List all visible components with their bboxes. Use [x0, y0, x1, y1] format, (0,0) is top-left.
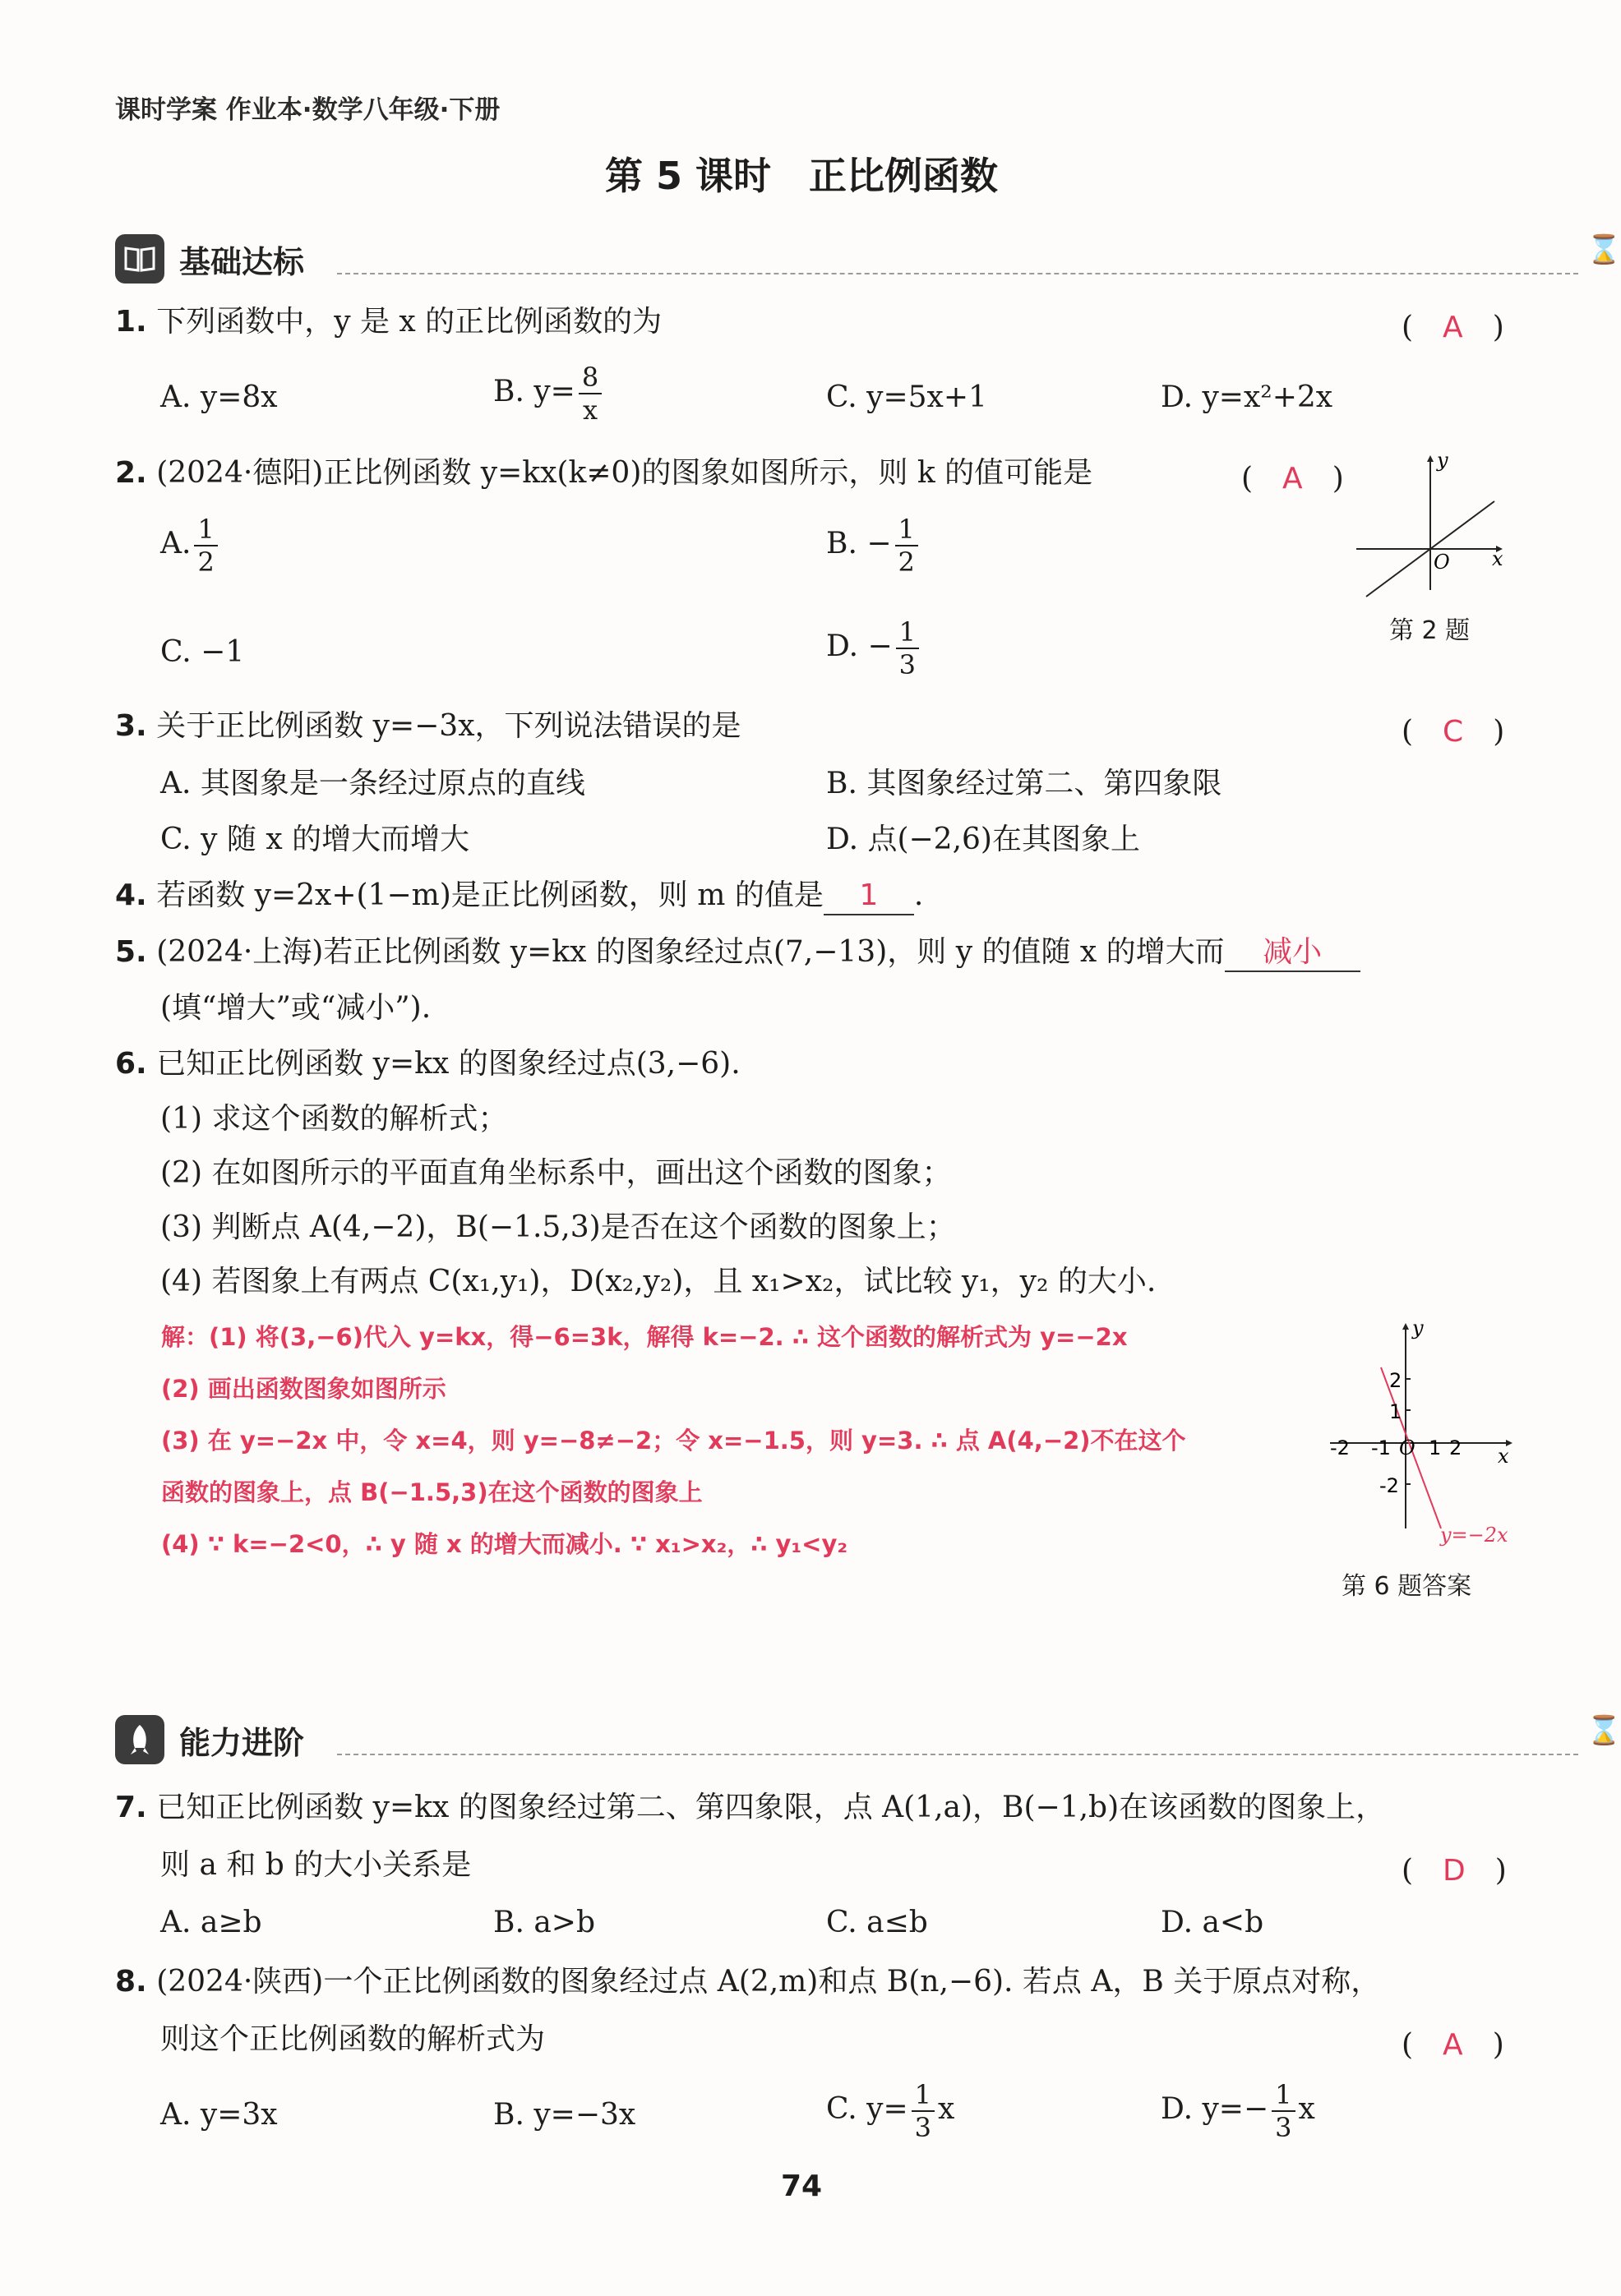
option-2a: A. $\frac{1}{2}$ [160, 514, 221, 578]
hourglass-icon: ⌛ [1586, 233, 1621, 266]
question-6-part-2: (2) 在如图所示的平面直角坐标系中，画出这个函数的图象； [160, 1156, 952, 1190]
origin-label: O [1434, 551, 1450, 574]
solution-line-1: 解：(1) 将(3,−6)代入 y=kx，得−6=3k，解得 k=−2. ∴ 这个函数的解析式为 y=−2x [161, 1323, 1128, 1351]
question-3: 3. 关于正比例函数 y=−3x，下列说法错误的是 [115, 709, 741, 743]
section-advanced-header [115, 1711, 1621, 1768]
answer-8: ( A ) [1402, 2028, 1504, 2062]
option-3c: C. y 随 x 的增大而增大 [160, 823, 470, 856]
q6-figure-caption: 第 6 题答案 [1342, 1572, 1472, 1601]
solution-line-4: 函数的图象上，点 B(−1.5,3)在这个函数的图象上 [161, 1478, 703, 1506]
solution-line-5: (4) ∵ k=−2<0，∴ y 随 x 的增大而减小. ∵ x₁>x₂，∴ y₁<y₂ [161, 1530, 848, 1558]
question-7: 7. 已知正比例函数 y=kx 的图象经过第二、第四象限，点 A(1,a)，B(−1,b)在该函数的图象上， [115, 1791, 1386, 1824]
tick-x-neg2: -2 [1330, 1436, 1350, 1459]
question-2: 2. (2024·德阳)正比例函数 y=kx(k≠0)的图象如图所示，则 k 的值可能是 [115, 456, 1093, 490]
option-1c: C. y=5x+1 [826, 380, 987, 414]
axis-x-label: x [1492, 547, 1503, 570]
page-title: 第 5 课时 正比例函数 [604, 154, 999, 198]
option-8b: B. y=−3x [493, 2098, 636, 2132]
option-2b: B. − $\frac{1}{2}$ [826, 514, 921, 578]
option-1b: B. y= $\frac{8}{x}$ [493, 362, 605, 426]
question-8: 8. (2024·陕西)一个正比例函数的图象经过点 A(2,m)和点 B(n,−6). 若点 A，B 关于原点对称， [115, 1965, 1381, 1999]
solution-line-3: (3) 在 y=−2x 中，令 x=4，则 y=−8≠−2；令 x=−1.5，则 y=3. ∴ 点 A(4,−2)不在这个 [161, 1427, 1186, 1455]
q6-answer-figure [1323, 1313, 1521, 1560]
option-8d: D. y=− $\frac{1}{3}$ x [1161, 2079, 1315, 2143]
answer-1: ( A ) [1402, 311, 1504, 344]
solution-line-2: (2) 画出函数图象如图所示 [161, 1375, 446, 1403]
option-1d: D. y=x²+2x [1161, 380, 1333, 414]
axis-x-label: x [1498, 1445, 1509, 1468]
q2-figure [1348, 450, 1512, 598]
origin-label: O [1399, 1436, 1415, 1459]
option-8a: A. y=3x [160, 2098, 278, 2132]
rocket-icon [115, 1715, 164, 1764]
question-5-line2: (填“增大”或“减小”). [160, 991, 432, 1025]
option-3d: D. 点(−2,6)在其图象上 [826, 823, 1140, 856]
tick-x1: 1 [1429, 1436, 1442, 1459]
question-5: 5. (2024·上海)若正比例函数 y=kx 的图象经过点(7,−13)，则 y 的值随 x 的增大而 减小 [115, 934, 1360, 972]
question-6-part-3: (3) 判断点 A(4,−2)，B(−1.5,3)是否在这个函数的图象上； [160, 1210, 956, 1244]
hourglass-icon: ⌛ [1586, 1714, 1621, 1747]
section-basic-title: 基础达标 [179, 243, 305, 280]
question-4: 4. 若函数 y=2x+(1−m)是正比例函数，则 m 的值是 1 . [115, 878, 923, 915]
answer-7: ( D ) [1402, 1854, 1507, 1888]
graph-label: y=−2x [1440, 1524, 1508, 1547]
section-basic-header [115, 230, 1621, 288]
divider [337, 273, 1578, 274]
option-7d: D. a<b [1161, 1906, 1264, 1939]
answer-3: ( C ) [1402, 715, 1505, 749]
page-number: 74 [780, 2169, 823, 2203]
question-7-line2: 则 a 和 b 的大小关系是 [160, 1848, 472, 1882]
option-2c: C. −1 [160, 635, 245, 669]
question-6-part-4: (4) 若图象上有两点 C(x₁,y₁)，D(x₂,y₂)，且 x₁>x₂，试比较 y₁，y₂ 的大小. [160, 1265, 1157, 1298]
page-header: 课时学案 作业本·数学八年级·下册 [115, 95, 501, 125]
option-7c: C. a≤b [826, 1906, 928, 1939]
answer-4: 1 [824, 878, 914, 915]
divider [337, 1754, 1578, 1755]
answer-2: ( A ) [1241, 462, 1344, 496]
tick-x-neg1: -1 [1371, 1436, 1391, 1459]
option-7a: A. a≥b [160, 1906, 262, 1939]
axis-y-label: y [1412, 1316, 1424, 1339]
book-icon [115, 234, 164, 284]
tick-x2: 2 [1449, 1436, 1462, 1459]
option-7b: B. a>b [493, 1906, 596, 1939]
question-1: 1. 下列函数中，y 是 x 的正比例函数的为 [115, 305, 663, 339]
question-6: 6. 已知正比例函数 y=kx 的图象经过点(3,−6). [115, 1047, 741, 1081]
option-8c: C. y= $\frac{1}{3}$ x [826, 2079, 955, 2143]
question-1-stem: 下列函数中，y 是 x 的正比例函数的为 [156, 305, 663, 339]
question-8-line2: 则这个正比例函数的解析式为 [160, 2022, 546, 2056]
axis-y-label: y [1437, 449, 1448, 472]
option-2d: D. − $\frac{1}{3}$ [826, 616, 922, 680]
option-3a: A. 其图象是一条经过原点的直线 [160, 767, 585, 800]
tick-y2: 2 [1389, 1369, 1402, 1392]
option-3b: B. 其图象经过第二、第四象限 [826, 767, 1222, 800]
tick-y-neg2: -2 [1379, 1474, 1399, 1497]
tick-y1: 1 [1389, 1400, 1402, 1423]
option-1a: A. y=8x [160, 380, 278, 414]
section-advanced-title: 能力进阶 [179, 1724, 305, 1761]
q2-figure-caption: 第 2 题 [1389, 616, 1471, 645]
answer-5: 减小 [1225, 934, 1360, 972]
question-6-part-1: (1) 求这个函数的解析式； [160, 1102, 508, 1136]
